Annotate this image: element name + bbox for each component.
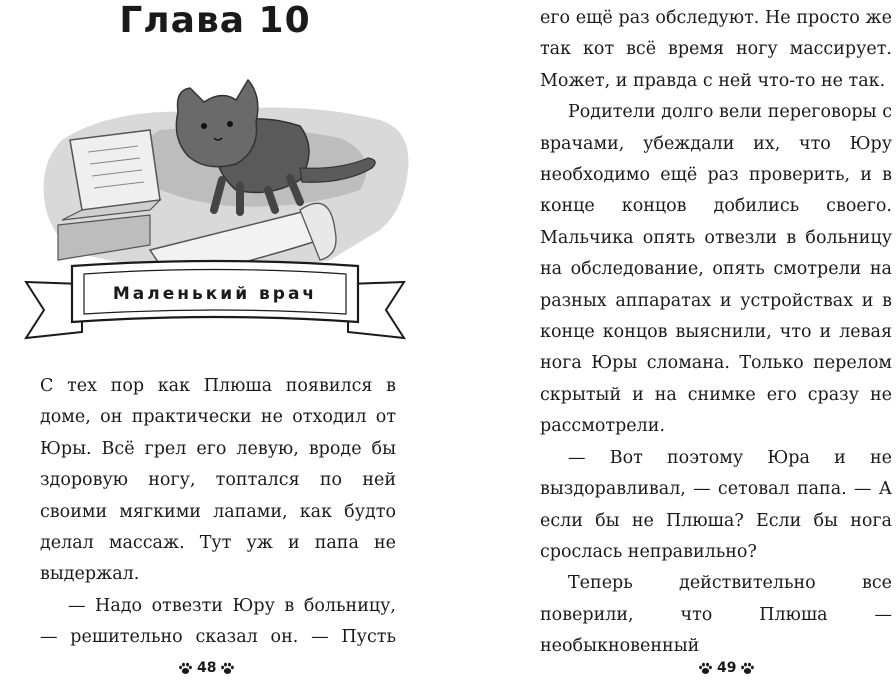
page-number-label: 49 [717, 660, 737, 676]
right-page [448, 0, 896, 687]
chapter-illustration [0, 60, 430, 350]
page-number-label: 48 [197, 660, 217, 676]
paragraph: Родители долго вели переговоры с врачами, убеждали их, что Юру необходимо ещё раз проверить, и в конце концов добились своего. Мальчика опять отвезли в больницу на обследование, опять смотрели на разных аппаратах и устройствах и в конце концов выяснили, что и левая нога Юры сломана. Только перелом скрытый и на снимке его сразу не рассмотрели. [540, 102, 892, 437]
page-number [178, 660, 235, 676]
chapter-title: Глава 10 [119, 0, 311, 41]
paragraph: Теперь действительно все поверили, что Плюша — необыкновенный [540, 573, 892, 657]
paragraph: С тех пор как Плюша появился в доме, он практически не отходил от Юры. Всё грел его левую, вроде бы здоровую ногу, топтался по ней своими мягкими лапами, как будто делал массаж. Тут уж и папа не выдержал. [40, 376, 396, 585]
right-body-text [540, 3, 892, 663]
chapter-subtitle: Маленький врач [112, 284, 318, 304]
paw-print-icon [220, 662, 235, 675]
paragraph: — Надо отвезти Юру в больницу, — решительно сказал он. — Пусть [40, 595, 396, 648]
paragraph: его ещё раз обследуют. Не просто же так кот всё время ногу массирует. Может, и правда с ней что-то не так. [540, 8, 892, 91]
paw-print-icon [740, 662, 755, 675]
page-number [698, 660, 755, 676]
paragraph: — Вот поэтому Юра и не выздоравливал, — сетовал папа. — А если бы не Плюша? Если бы нога срослась неправильно? [540, 447, 892, 562]
paw-print-icon [698, 662, 713, 675]
paw-print-icon [178, 662, 193, 675]
left-body-text [40, 371, 396, 654]
